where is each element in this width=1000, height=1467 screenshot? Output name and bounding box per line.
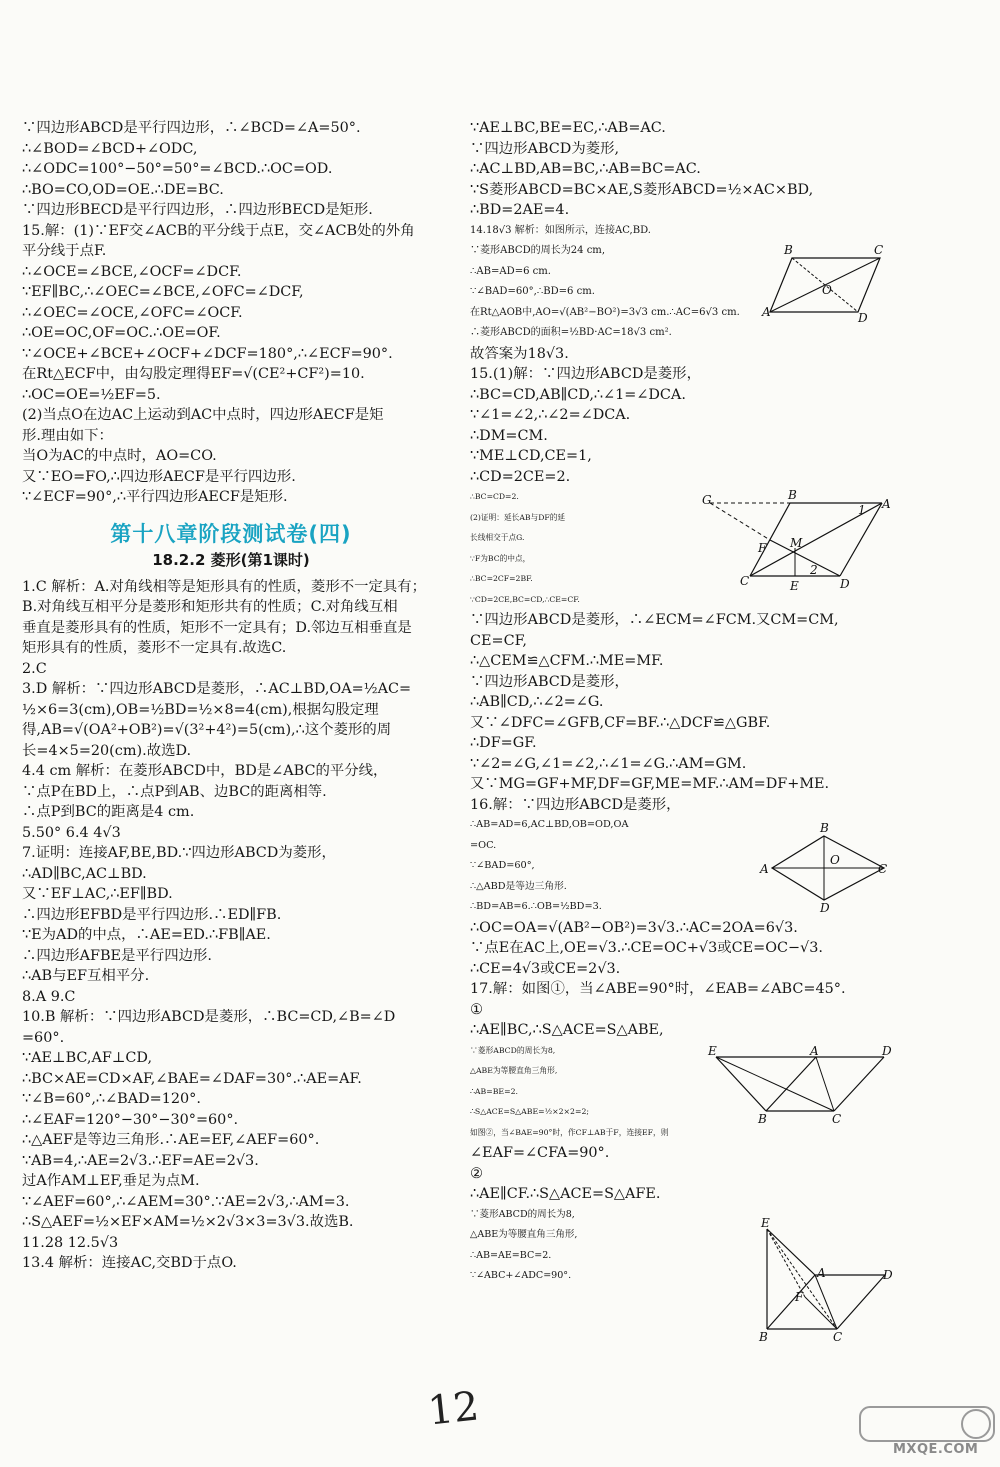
fig17a-label: C <box>832 1112 842 1126</box>
fig17b-label: F <box>795 1290 804 1304</box>
fig16-label: A <box>760 862 769 876</box>
fig15-label: E <box>790 579 799 593</box>
fig17b-label: D <box>883 1268 893 1282</box>
text-line: ∴AE∥CF.∴S△ACE=S△AFE. <box>470 1186 661 1202</box>
fig17b-label: A <box>817 1266 826 1280</box>
text-line: ∵AE⊥BC,AF⊥CD, <box>22 1050 153 1066</box>
text-line: ① <box>470 1001 483 1018</box>
text-line: 2.C <box>22 660 47 677</box>
fig15-label: M <box>790 536 803 550</box>
fig14-label: A <box>762 305 771 319</box>
text-line: ∵菱形ABCD的周长为24 cm, <box>470 245 606 256</box>
text-line: ∴BD=2AE=4. <box>470 202 570 218</box>
text-line: 1.C 解析：A.对角线相等是矩形具有的性质，菱形不一定具有； <box>22 578 427 595</box>
fig15-label: F <box>758 541 767 555</box>
text-line: 7.证明：连接AF,BE,BD.∵四边形ABCD为菱形， <box>22 845 336 861</box>
fig15-label: C <box>740 574 750 588</box>
text-line: 10.B 解析：∵四边形ABCD是菱形，∴BC=CD,∠B=∠D <box>22 1009 396 1025</box>
text-line: 17.解：如图①，当∠ABE=90°时，∠EAB=∠ABC=45°. <box>470 981 846 997</box>
text-line: ∴AB=BE=2. <box>470 1086 518 1096</box>
text-line: 长=4×5=20(cm).故选D. <box>22 742 192 759</box>
text-line: ∴△CEM≌△CFM.∴ME=MF. <box>470 653 664 669</box>
text-line: 在Rt△ECF中，由勾股定理得EF=√(CE²+CF²)=10. <box>22 366 365 382</box>
fig16-label: B <box>820 821 829 835</box>
text-line: ∠EAF=∠CFA=90°. <box>470 1145 610 1161</box>
text-line: CE=CF, <box>470 632 527 649</box>
text-line: ∴CE=4√3或CE=2√3. <box>470 960 621 977</box>
fig17a-label: A <box>810 1044 819 1058</box>
fig17a-label: E <box>708 1044 717 1058</box>
fig17a-label: D <box>882 1044 892 1058</box>
text-line: ∴OC=OA=√(AB²−OB²)=3√3.∴AC=2OA=6√3. <box>470 919 798 936</box>
text-line: ∵四边形ABCD是菱形，∴∠ECM=∠FCM.又CM=CM, <box>470 612 839 628</box>
left-column <box>22 118 440 1274</box>
text-line: △ABE为等腰直角三角形, <box>470 1229 578 1240</box>
text-line: ∵∠BAD=60°,∴BD=6 cm. <box>470 286 595 297</box>
fig14-label: O <box>822 283 832 297</box>
text-line: ∴S△ACE=S△ABE=½×2×2=2; <box>470 1107 589 1116</box>
text-line: 16.解：∵四边形ABCD是菱形， <box>470 796 681 813</box>
figure-17-1 <box>702 1043 902 1127</box>
text-line: 13.4 解析：连接AC,交BD于点O. <box>22 1255 237 1271</box>
text-line: 过A作AM⊥EF,垂足为点M. <box>22 1173 200 1189</box>
fig17b-label: B <box>759 1330 768 1344</box>
fig14-label: C <box>874 243 884 257</box>
fig17a-label: B <box>758 1112 767 1126</box>
text-line: 形.理由如下： <box>22 427 113 444</box>
text-line: ∵∠OCE+∠BCE+∠OCF+∠DCF=180°,∴∠ECF=90°. <box>22 345 393 362</box>
text-line: ∵AB=4,∴AE=2√3.∴EF=AE=2√3. <box>22 1152 259 1169</box>
text-line: (2)证明：延长AB与DF的延 <box>470 512 566 522</box>
figure-17-2 <box>755 1215 905 1347</box>
text-line: ∵点P在BD上，∴点P到AB、边BC的距离相等. <box>22 783 327 800</box>
text-line: ∴DM=CM. <box>470 427 548 444</box>
text-line: 4.4 cm 解析：在菱形ABCD中，BD是∠ABC的平分线， <box>22 763 388 779</box>
text-line: ∵四边形BECD是平行四边形，∴四边形BECD是矩形. <box>22 202 373 218</box>
text-line: ∵菱形ABCD的周长为8, <box>470 1208 575 1220</box>
text-line: ∴OC=OE=½EF=5. <box>22 386 161 403</box>
text-line: ∴∠BOD=∠BCD+∠ODC, <box>22 140 198 157</box>
text-line: ∵∠ECF=90°,∴平行四边形AECF是矩形. <box>22 489 288 505</box>
text-line: ∴BC×AE=CD×AF,∠BAE=∠DAF=30°.∴AE=AF. <box>22 1070 362 1087</box>
text-line: ∴BD=AB=6.∴OB=½BD=3. <box>470 901 602 912</box>
text-line: 5.50° 6.4 4√3 <box>22 824 121 841</box>
text-line: 平分线于点F. <box>22 243 107 259</box>
text-line: ∴∠OCE=∠BCE,∠OCF=∠DCF. <box>22 263 242 280</box>
text-line: ∵菱形ABCD的周长为8, <box>470 1045 556 1055</box>
fig15-label: B <box>788 488 797 502</box>
text-line: 15.(1)解：∵四边形ABCD是菱形， <box>470 366 701 382</box>
text-line: ∴AE∥BC,∴S△ACE=S△ABE, <box>470 1022 664 1038</box>
text-line: 得,AB=√(OA²+OB²)=√(3²+4²)=5(cm),∴这个菱形的周 <box>22 722 392 738</box>
text-line: ∴AB∥CD,∴∠2=∠G. <box>470 694 604 710</box>
fig14-label: D <box>858 311 868 325</box>
text-line: ∵点E在AC上,OE=√3.∴CE=OC+√3或CE=OC−√3. <box>470 940 823 956</box>
section-title: 18.2.2 菱形(第1课时) <box>152 551 310 569</box>
text-line: ∵∠ABC+∠ADC=90°. <box>470 1270 572 1281</box>
text-line: ∵∠B=60°,∴∠BAD=120°. <box>22 1091 201 1107</box>
figure-16 <box>760 822 895 914</box>
text-line: ∴S△AEF=½×EF×AM=½×2√3×3=3√3.故选B. <box>22 1214 354 1230</box>
text-line: ∴BC=2CF=2BF. <box>470 574 533 583</box>
text-line: =OC. <box>470 839 497 851</box>
figure-15 <box>700 488 895 593</box>
text-line: ∴AB=AD=6 cm. <box>470 265 551 277</box>
text-line: ∵∠1=∠2,∴∠2=∠DCA. <box>470 407 631 423</box>
fig16-label: D <box>820 901 830 915</box>
fig17b-label: C <box>833 1330 843 1344</box>
text-line: ∴∠EAF=120°−30°−30°=60°. <box>22 1111 239 1128</box>
text-line: ∵E为AD的中点，∴AE=ED.∴FB∥AE. <box>22 927 271 943</box>
text-line: ∴BC=CD=2. <box>470 492 519 501</box>
text-line: △ABE为等腰直角三角形, <box>470 1066 558 1075</box>
text-line: 8.A 9.C <box>22 988 76 1005</box>
text-line: ∵EF∥BC,∴∠OEC=∠BCE,∠OFC=∠DCF, <box>22 284 304 300</box>
fig15-label: G <box>702 493 712 507</box>
fig15-label: D <box>840 577 850 591</box>
watermark-site: MXQE.COM <box>893 1442 979 1457</box>
text-line: ∴DF=GF. <box>470 735 537 751</box>
text-line: ∵四边形ABCD是平行四边形，∴∠BCD=∠A=50°. <box>22 120 361 136</box>
text-line: ½×6=3(cm),OB=½BD=½×8=4(cm),根据勾股定理 <box>22 701 379 718</box>
text-line: 又∵∠DFC=∠GFB,CF=BF.∴△DCF≌△GBF. <box>470 714 771 731</box>
text-line: ∴△AEF是等边三角形.∴AE=EF,∠AEF=60°. <box>22 1132 320 1148</box>
text-line: ∵∠BAD=60°, <box>470 860 535 871</box>
fig15-label: 2 <box>810 563 818 577</box>
text-line: ∴BO=CO,OD=OE.∴DE=BC. <box>22 181 224 198</box>
text-line: 在Rt△AOB中,AO=√(AB²−BO²)=3√3 cm.∴AC=6√3 cm. <box>470 306 740 318</box>
text-line: 矩形具有的性质，菱形不一定具有.故选C. <box>22 640 287 656</box>
text-line: 当O为AC的中点时，AO=CO. <box>22 448 217 464</box>
left-top-lines <box>22 118 440 508</box>
text-line: 又∵EO=FO,∴四边形AECF是平行四边形. <box>22 468 296 485</box>
text-line: ∴OE=OC,OF=OC.∴OE=OF. <box>22 325 221 341</box>
text-line: ∵S菱形ABCD=BC×AE,S菱形ABCD=½×AC×BD, <box>470 181 814 198</box>
text-line: ∴AD∥BC,AC⊥BD. <box>22 865 147 882</box>
figure-14-rhombus <box>762 240 888 325</box>
left-bottom-lines <box>22 577 440 1274</box>
text-line: ∴AB=AE=BC=2. <box>470 1249 552 1261</box>
text-line: ∵四边形ABCD是菱形， <box>470 673 629 690</box>
text-line: 垂直是菱形具有的性质，矩形不一定具有；D.邻边互相垂直是 <box>22 619 412 636</box>
fig16-label: C <box>878 862 888 876</box>
fig15-label: 1 <box>858 503 866 517</box>
chapter-title: 第十八章阶段测试卷(四) <box>110 521 352 546</box>
text-line: 故答案为18√3. <box>470 345 569 362</box>
text-line: ∴AB=AD=6,AC⊥BD,OB=OD,OA <box>470 819 629 830</box>
text-line: 15.解：(1)∵EF交∠ACB的平分线于点E，交∠ACB处的外角 <box>22 222 415 239</box>
text-line: ∴点P到BC的距离是4 cm. <box>22 804 195 820</box>
text-line: 如图②，当∠BAE=90°时，作CF⊥AB于F，连接EF，则 <box>470 1127 669 1137</box>
text-line: ∴AB与EF互相平分. <box>22 968 150 984</box>
text-line: 11.28 12.5√3 <box>22 1234 119 1251</box>
text-line: (2)当点O在边AC上运动到AC中点时，四边形AECF是矩 <box>22 407 384 423</box>
text-line: 又∵EF⊥AC,∴EF∥BD. <box>22 886 173 902</box>
text-line: ∵AE⊥BC,BE=EC,∴AB=AC. <box>470 120 666 136</box>
text-line: ∴∠ODC=100°−50°=50°=∠BCD.∴OC=OD. <box>22 161 333 177</box>
text-line: ∴四边形AFBE是平行四边形. <box>22 947 212 964</box>
text-line: ∴CD=2CE=2. <box>470 468 571 485</box>
text-line: ∴BC=CD,AB∥CD,∴∠1=∠DCA. <box>470 386 686 403</box>
text-line: ② <box>470 1165 483 1182</box>
fig17b-label: E <box>761 1216 770 1230</box>
text-line: ∴菱形ABCD的面积=½BD·AC=18√3 cm². <box>470 327 672 338</box>
text-line: 长线相交于点G. <box>470 533 525 542</box>
text-line: ∵∠AEF=60°,∴∠AEM=30°.∵AE=2√3,∴AM=3. <box>22 1193 350 1210</box>
text-line: ∴四边形EFBD是平行四边形.∴ED∥FB. <box>22 906 282 923</box>
text-line: 14.18√3 解析：如图所示，连接AC,BD. <box>470 224 651 236</box>
text-line: ∵F为BC的中点， <box>470 553 531 563</box>
text-line: 3.D 解析：∵四边形ABCD是菱形，∴AC⊥BD,OA=½AC= <box>22 681 412 697</box>
fig14-label: B <box>784 243 793 257</box>
text-line: ∵ME⊥CD,CE=1, <box>470 448 592 464</box>
text-line: ∵四边形ABCD为菱形, <box>470 140 620 157</box>
fig16-label: O <box>830 853 840 867</box>
text-line: ∴△ABD是等边三角形. <box>470 880 567 892</box>
text-line: ∴AC⊥BD,AB=BC,∴AB=BC=AC. <box>470 161 701 177</box>
text-line: 又∵MG=GF+MF,DF=GF,ME=MF.∴AM=DF+ME. <box>470 776 830 792</box>
text-line: B.对角线互相平分是菱形和矩形共有的性质；C.对角线互相 <box>22 599 398 615</box>
fig15-label: A <box>882 497 891 511</box>
page-number: 12 <box>425 1383 482 1435</box>
text-line: ∵CD=2CE,BC=CD,∴CE=CF. <box>470 594 580 604</box>
text-line: =60°. <box>22 1029 65 1046</box>
text-line: ∴∠OEC=∠OCE,∠OFC=∠OCF. <box>22 304 243 321</box>
text-line: ∵∠2=∠G,∠1=∠2,∴∠1=∠G.∴AM=GM. <box>470 755 747 772</box>
